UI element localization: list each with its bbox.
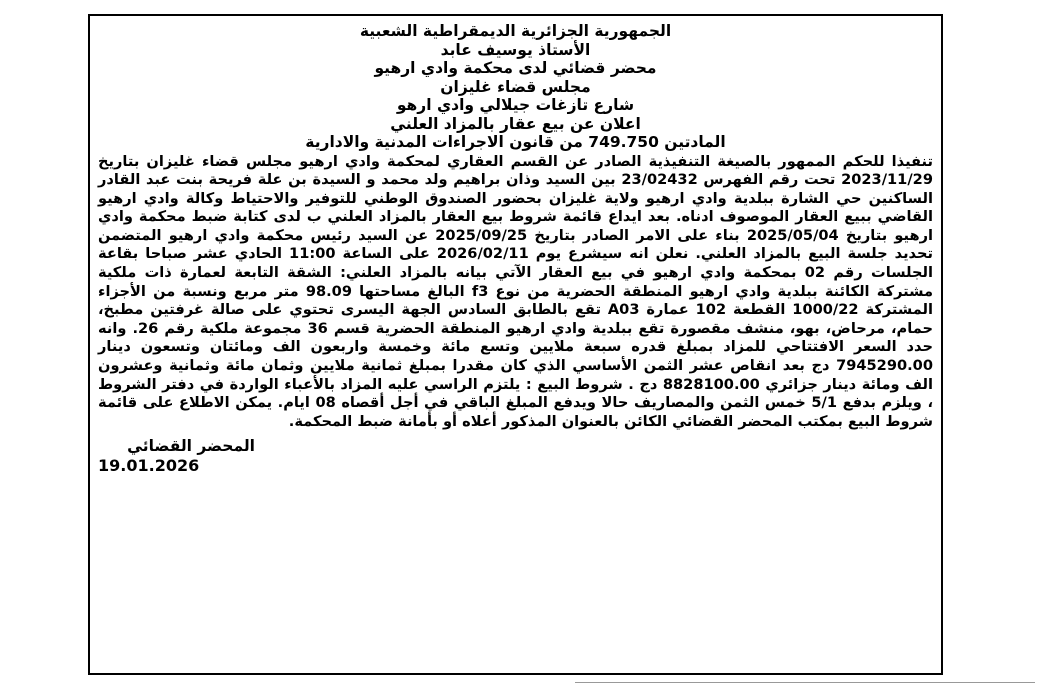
notice-header [98, 22, 933, 152]
signature-title: المحضر القضائي [127, 437, 255, 456]
notice-body: تنفيذا للحكم الممهور بالصيغة التنفيذية الصادر عن القسم العقاري لمحكمة وادي ارهيو مجلس قضاء غليزان بتاريخ 2023/11/29 تحت رقم الفهرس 23/02432 بين السيد وذان براهيم ولد محمد و السيدة بن علة فريحة بنت عبد القادر الساكنين حي الشارة ببلدية وادي ارهيو ولاية غليزان بحضور الصندوق الوطني للتوفير والاحتياط وكالة وادي ارهيو القاضي ببيع العقار الموصوف ادناه. بعد ايداع قائمة شروط بيع العقار بالمزاد العلني ب لدى كتابة ضبط محكمة وادي ارهيو بتاريخ 2025/05/04 بناء على الامر الصادر بتاريخ 2025/09/25 عن السيد رئيس محكمة وادي ارهيو المتضمن تحديد جلسة البيع بالمزاد العلني. نعلن انه سيشرع يوم 2026/02/11 على الساعة 11:00 الحادي عشر صباحا بقاعة الجلسات رقم 02 بمحكمة وادي ارهيو في بيع العقار الآتي بيانه بالمزاد العلني: الشقة التابعة لعمارة ذات ملكية مشتركة الكائنة ببلدية وادي ارهيو المنطقة الحضرية من نوع f3 البالغ مساحتها 98.09 متر مربع ونسبة من الأجزاء المشتركة 1000/22 القطعة 102 عمارة A03 تقع بالطابق السادس الجهة اليسرى تحتوي على صالة غرفتين مطبخ، حمام، مرحاض، بهو، منشف مقصورة تقع ببلدية وادي ارهيو المنطقة الحضرية قسم 36 مجموعة ملكية رقم 26. وانه حدد السعر الافتتاحي للمزاد بمبلغ قدره سبعة ملايين وتسع مائة وخمسة واربعون الف ومائتان وتسعون دينار 7945290.00 دج بعد انقاص عشر الثمن الأساسي الذي كان مقدرا بمبلغ ثمانية ملايين وثمان مائة وثمانية وعشرون الف ومائة دينار جزائري 8828100.00 دج . شروط البيع : يلتزم الراسي عليه المزاد بالأعباء الواردة في دفتر الشروط ، ويلزم بدفع 5/1 خمس الثمن والمصاريف حالا ويدفع المبلغ الباقي في أجل أقصاه 08 ايام. يمكن الاطلاع على قائمة شروط البيع بمكتب المحضر القضائي الكائن بالعنوان المذكور أعلاه أو بأمانة ضبط المحكمة. [98, 152, 934, 430]
signature-date: 19.01.2026 [98, 456, 200, 476]
divider [575, 682, 1035, 683]
auction-notice [88, 14, 943, 675]
office-address: شارع تازغات جيلالي وادي ارهو [396, 96, 635, 114]
bailiff-name: الأستاذ يوسيف عابد [440, 40, 591, 59]
republic-title: الجمهورية الجزائرية الديمقراطية الشعبية [359, 22, 672, 40]
judicial-council: مجلس قضاء غليزان [440, 77, 591, 96]
bailiff-court: محضر قضائي لدى محكمة وادي ارهيو [374, 59, 657, 77]
legal-articles: المادتين 749.750 من قانون الاجراءات المدنية والادارية [305, 133, 726, 151]
notice-title: اعلان عن بيع عقار بالمزاد العلني [390, 114, 641, 133]
